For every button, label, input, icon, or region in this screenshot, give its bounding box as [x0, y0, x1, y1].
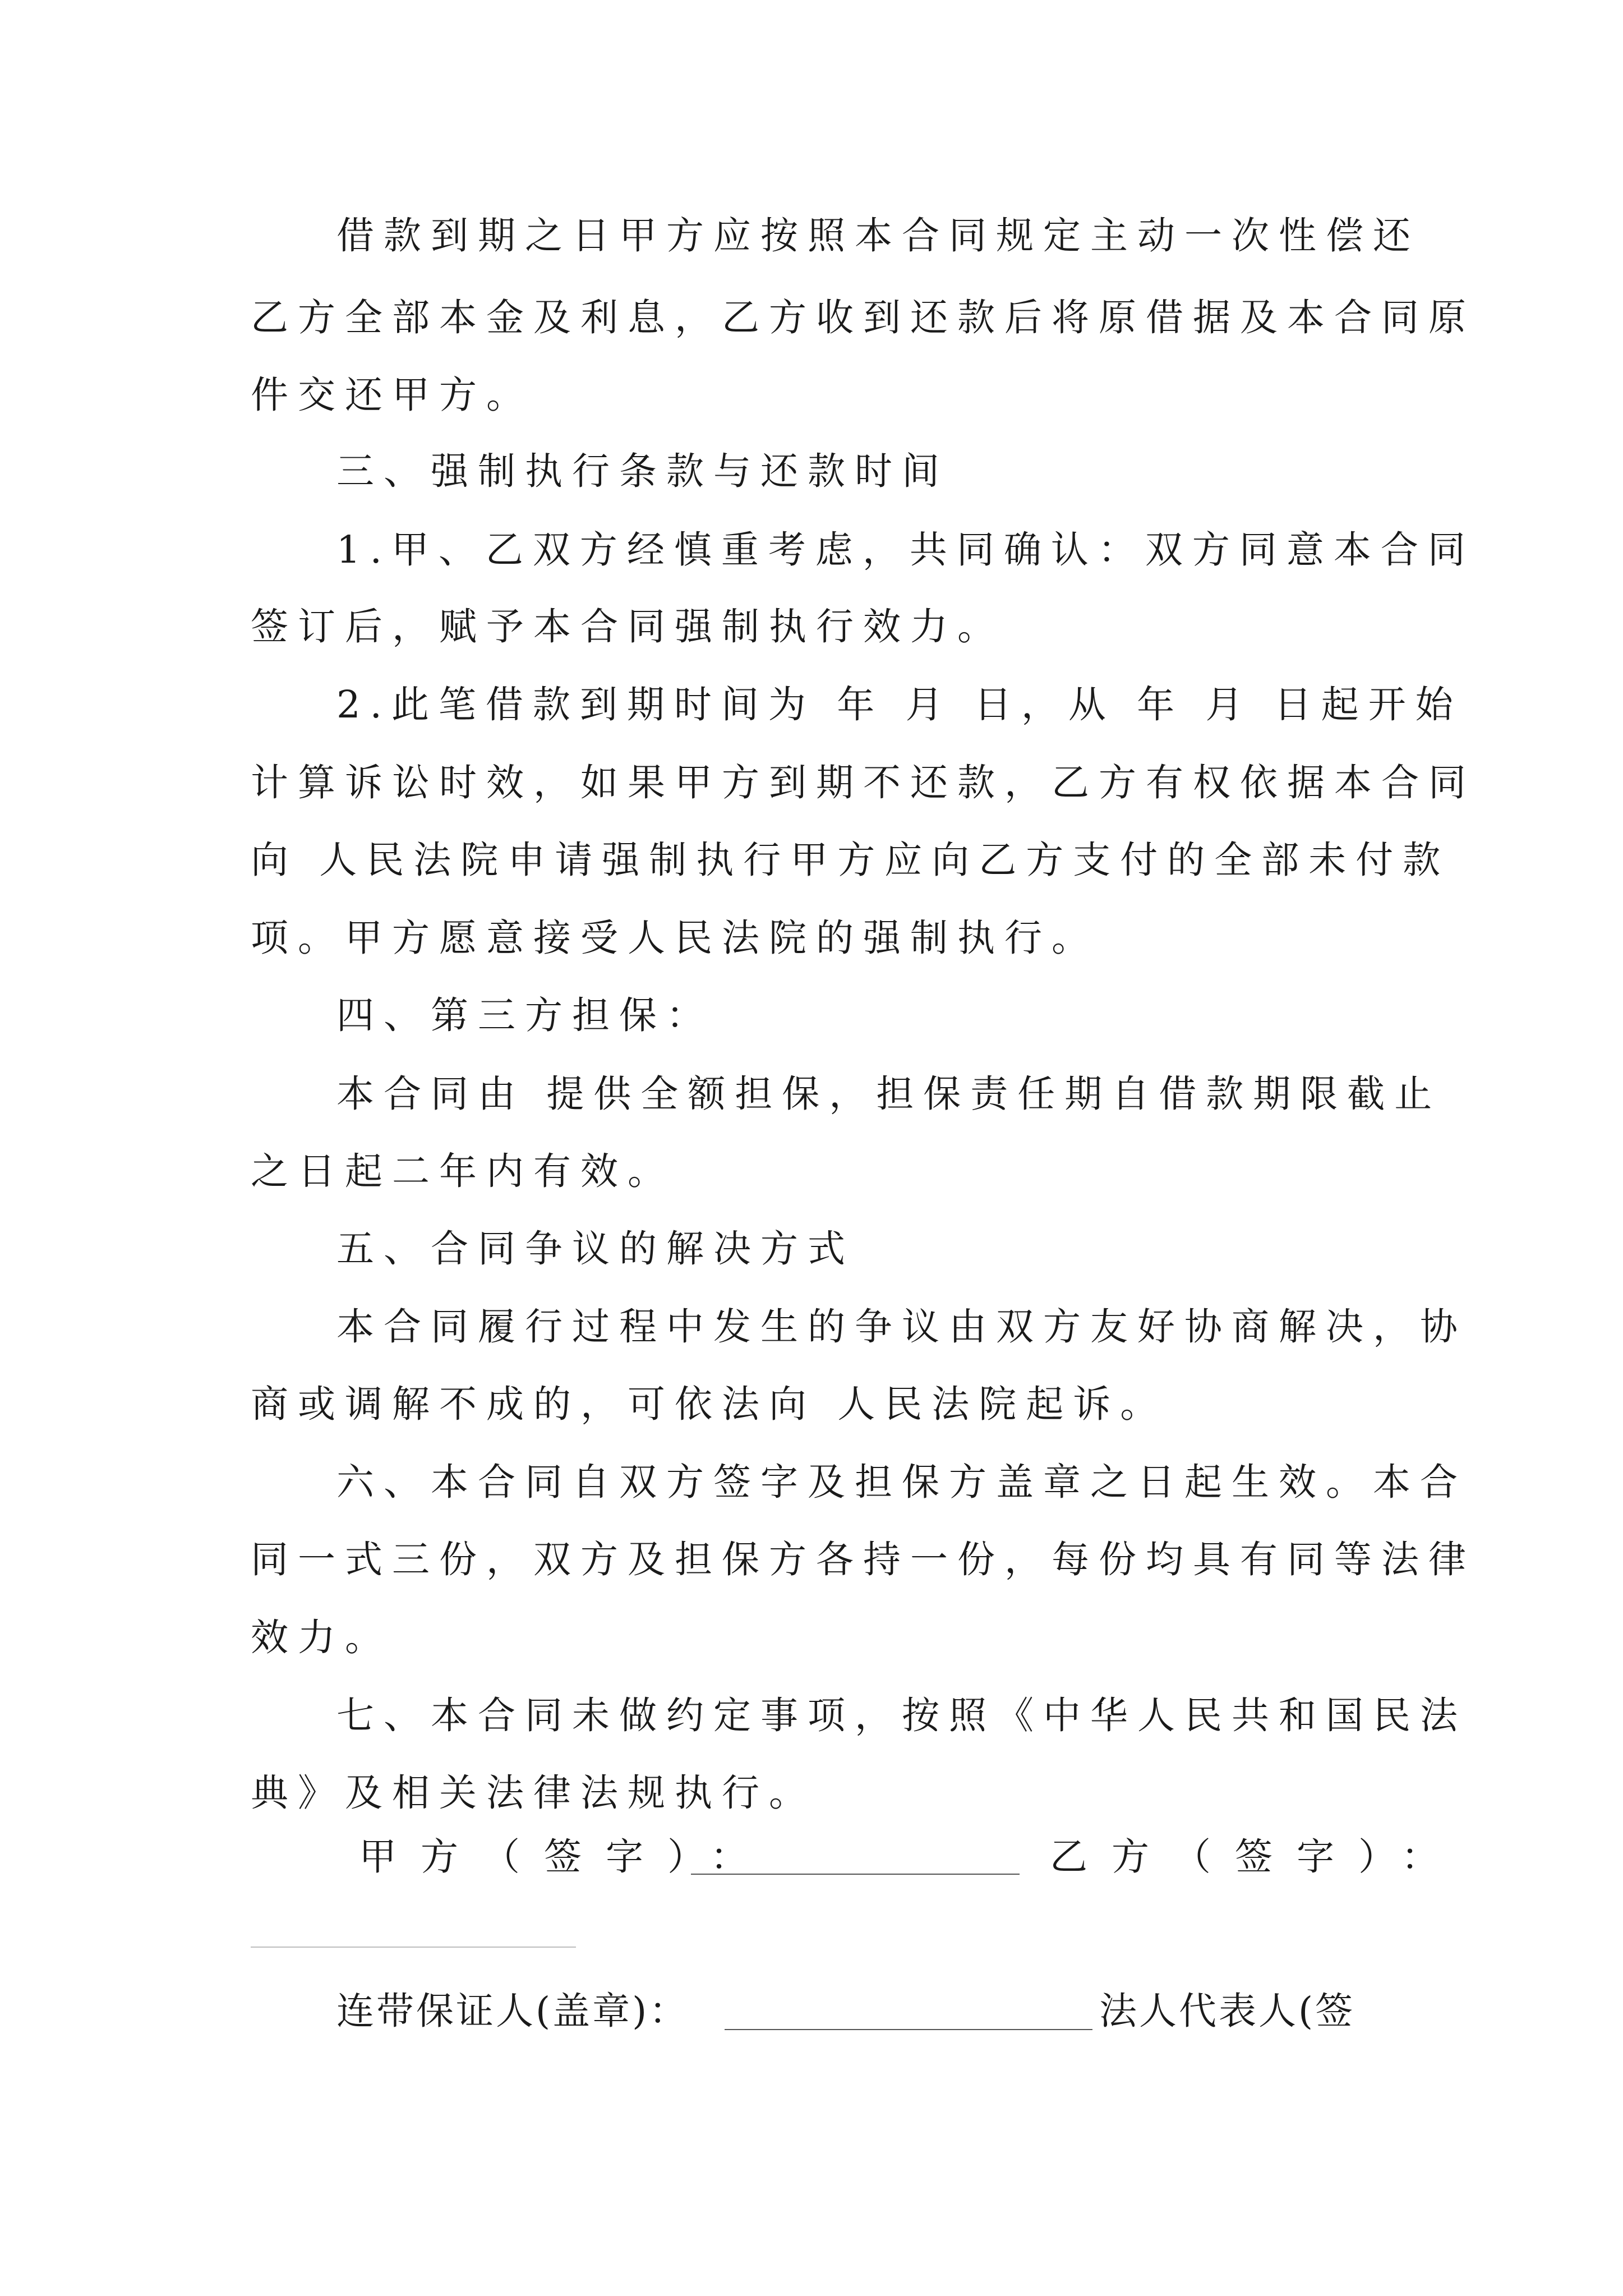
paragraph-line: 效力。: [251, 1616, 392, 1659]
party-a-signature-label: 甲方（签字）：: [359, 1835, 772, 1879]
paragraph-line: 六、本合同自双方签字及担保方盖章之日起生效。本合: [336, 1460, 1467, 1504]
paragraph-line: 典》及相关法律法规执行。: [251, 1771, 816, 1815]
paragraph-line: 项。甲方愿意接受人民法院的强制执行。: [251, 916, 1099, 960]
party-a-signature-field[interactable]: [691, 1874, 1020, 1875]
paragraph-line: 借款到期之日甲方应按照本合同规定主动一次性偿还: [336, 214, 1420, 257]
paragraph-line: 1.甲、乙双方经慎重考虑，共同确认：双方同意本合同: [336, 528, 1475, 572]
guarantor-seal-field[interactable]: [725, 2029, 1092, 2030]
section-heading: 五、合同争议的解决方式: [336, 1227, 855, 1271]
paragraph-line: 计算诉讼时效，如果甲方到期不还款，乙方有权依据本合同: [251, 761, 1476, 804]
guarantor-seal-label: 连带保证人(盖章)：: [336, 1989, 689, 2033]
party-b-signature-field[interactable]: [251, 1947, 576, 1948]
paragraph-line: 同一式三份，双方及担保方各持一份，每份均具有同等法律: [251, 1538, 1476, 1581]
paragraph-line: 签订后，赋予本合同强制执行效力。: [251, 605, 1004, 648]
paragraph-line: 乙方全部本金及利息，乙方收到还款后将原借据及本合同原: [251, 296, 1476, 339]
paragraph-line: 向 人民法院申请强制执行甲方应向乙方支付的全部未付款: [251, 838, 1450, 882]
signature-row: [359, 1834, 1481, 1885]
section-heading: 四、第三方担保：: [336, 993, 713, 1037]
guarantor-row: [336, 1989, 1458, 2045]
paragraph-line: 本合同由 提供全额担保，担保责任期自借款期限截止: [336, 1072, 1442, 1116]
paragraph-line: 本合同履行过程中发生的争议由双方友好协商解决，协: [336, 1305, 1467, 1349]
paragraph-line: 2.此笔借款到期时间为 年 月 日，从 年 月 日起开始: [336, 683, 1463, 726]
legal-representative-label: 法人代表人(签: [1099, 1989, 1355, 2033]
paragraph-line: 件交还甲方。: [251, 373, 533, 417]
paragraph-line: 七、本合同未做约定事项，按照《中华人民共和国民法: [336, 1694, 1467, 1737]
paragraph-line: 之日起二年内有效。: [251, 1149, 675, 1193]
party-b-signature-label: 乙方（签字）：: [1050, 1835, 1463, 1879]
paragraph-line: 商或调解不成的，可依法向 人民法院起诉。: [251, 1382, 1168, 1426]
section-heading: 三、强制执行条款与还款时间: [336, 449, 949, 493]
